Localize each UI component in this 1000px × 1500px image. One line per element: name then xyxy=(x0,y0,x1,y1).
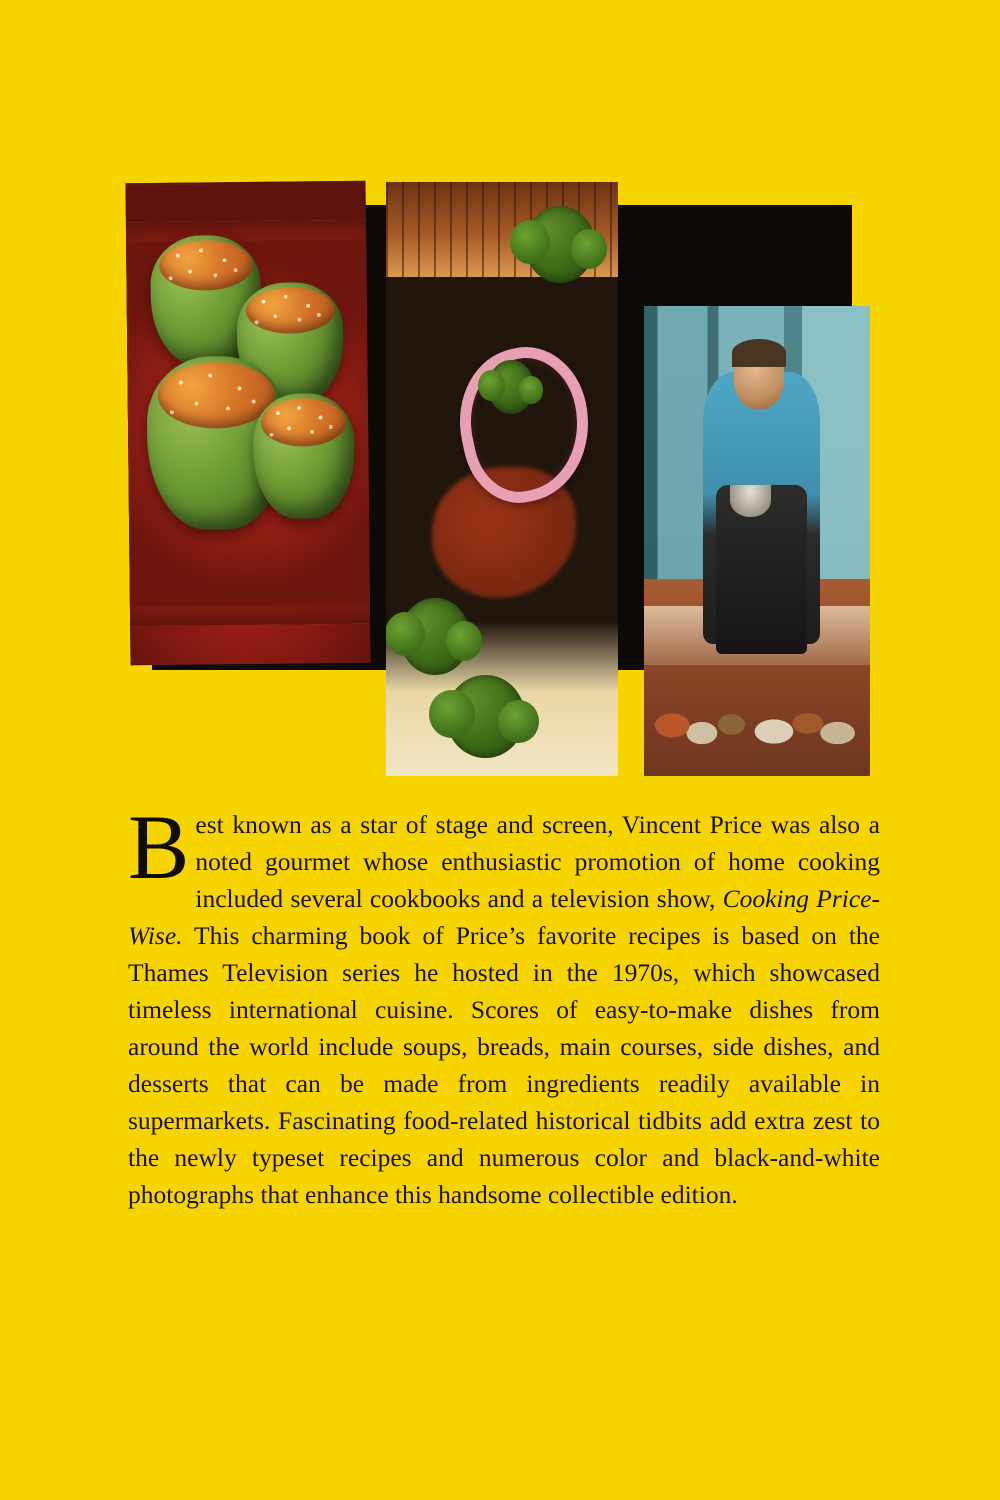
counter-ingredients xyxy=(651,705,863,756)
parsley-garnish-icon xyxy=(488,360,534,413)
parsley-garnish-icon xyxy=(400,598,470,675)
photo-baked-dish xyxy=(386,182,618,776)
blurb-lead-text: est known as a star of stage and screen, Vincent Price was also a noted gourmet whose enthusiastic promotion of home cooking included several cookbooks and a television show, xyxy=(195,810,880,913)
chef-hair xyxy=(732,339,786,367)
mixing-bowl xyxy=(730,485,771,518)
rice-filling xyxy=(159,240,252,290)
stuffed-pepper xyxy=(252,393,354,519)
rice-filling xyxy=(245,287,334,334)
back-cover-blurb xyxy=(128,796,880,1213)
show-title: Cooking Price-Wise. xyxy=(128,884,880,950)
blurb-body-text: This charming book of Price’s favorite recipes is based on the Thames Television series he hosted in the 1970s, which showcased timeless international cuisine. Scores of easy-to-make dishes from around the world include soups, breads, main courses, side dishes, and desserts that can be made from ingredients readily available in supermarkets. Fascinating food-related historical tidbits add extra zest to the newly typeset recipes and numerous color and black-and-white photographs that enhance this handsome collectible edition. xyxy=(128,921,880,1209)
photo-stuffed-peppers xyxy=(125,181,370,665)
rice-filling xyxy=(261,398,346,446)
parsley-garnish-icon xyxy=(525,206,595,283)
parsley-garnish-icon xyxy=(446,675,525,758)
photo-vincent-price-kitchen xyxy=(644,306,870,776)
drop-cap: B xyxy=(128,796,190,898)
